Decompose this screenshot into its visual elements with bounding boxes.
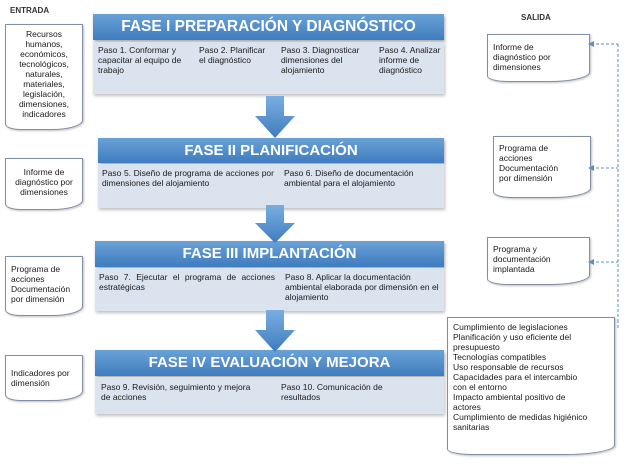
input-doc-line: humanos,	[25, 39, 63, 49]
input-doc-line: tecnológicos,	[19, 59, 69, 69]
input-doc-resources	[5, 24, 83, 130]
input-doc-line: económicos,	[20, 49, 68, 59]
input-doc-line: Informe de	[23, 167, 65, 177]
input-doc-line: dimensión	[11, 378, 50, 388]
output-doc-line: Programa de	[499, 143, 549, 153]
output-doc-line: Cumplimiento de legislaciones	[453, 322, 568, 332]
phase-3-step-7: Paso 7. Ejecutar el programa de acciones estratégicas	[99, 272, 275, 292]
input-doc-line: Recursos	[26, 29, 62, 39]
input-doc-indicators	[5, 355, 83, 401]
output-doc-line: Uso responsable de recursos	[453, 362, 564, 372]
output-doc-line: con el entorno	[453, 382, 507, 392]
phase-2-step-5: Paso 5. Diseño de programa de acciones por dimensiones del alojamiento	[102, 168, 274, 188]
input-doc-line: diagnóstico por	[15, 177, 73, 187]
output-doc-line: Programa y	[493, 244, 537, 254]
output-doc-line: Capacidades para el intercambio	[453, 372, 578, 382]
input-doc-line: dimensiones	[20, 187, 68, 197]
phase-3	[95, 241, 444, 311]
output-doc-line: presupuesto	[453, 342, 500, 352]
output-doc-line: dimensiones	[493, 62, 541, 72]
phase-2-body	[98, 164, 444, 208]
phase-1	[93, 14, 444, 94]
input-doc-line: por dimensión	[11, 294, 65, 304]
output-doc-line: por dimensión	[499, 173, 553, 183]
output-doc-line: Documentación	[499, 163, 559, 173]
input-doc-line: acciones	[11, 274, 45, 284]
output-doc-line: implantada	[493, 264, 535, 274]
phase-2-title: FASE II PLANIFICACIÓN	[98, 138, 444, 163]
input-doc-line: Programa de	[11, 264, 61, 274]
down-arrow-icon	[255, 310, 295, 352]
input-doc-line: legislación,	[22, 89, 66, 99]
input-doc-line: materiales,	[23, 79, 65, 89]
input-doc-diagnostic-report	[5, 158, 83, 210]
output-doc-line: Tecnologías compatibles	[453, 352, 547, 362]
phase-2	[98, 138, 444, 208]
phase-4	[95, 350, 444, 414]
output-doc-line: Cumplimiento de medidas higiénico	[453, 412, 588, 422]
output-doc-line: actores	[453, 402, 481, 412]
phase-4-body	[95, 377, 444, 414]
output-doc-line: Planificación y uso eficiente del	[453, 332, 572, 342]
output-header: SALIDA	[521, 13, 551, 22]
input-header: ENTRADA	[10, 6, 50, 15]
output-doc-line: sanitarias	[453, 422, 490, 432]
phase-1-body	[93, 42, 444, 94]
input-doc-line: indicadores	[22, 109, 66, 119]
output-doc-line: acciones	[499, 153, 533, 163]
input-doc-action-program	[5, 256, 83, 316]
phase-3-step-8: Paso 8. Aplicar la documentación ambiental elaborada por dimensión en el alojamiento	[285, 272, 439, 302]
phase-1-step-2: Paso 2. Planificar el diagnóstico	[199, 45, 266, 65]
output-doc-line: diagnóstico por	[493, 52, 551, 62]
phase-1-step-4: Paso 4. Analizar informe de diagnóstico	[379, 45, 441, 75]
phase-2-step-6: Paso 6. Diseño de documentación ambiental para el alojamiento	[284, 168, 414, 188]
input-doc-line: Indicadores por	[11, 368, 70, 378]
output-doc-line: Informe de	[493, 42, 534, 52]
phase-1-title: FASE I PREPARACIÓN Y DIAGNÓSTICO	[93, 14, 444, 40]
feedback-connector	[588, 40, 628, 340]
output-doc-line: Impacto ambiental positivo de	[453, 392, 566, 402]
phase-4-step-9: Paso 9. Revisión, seguimiento y mejora de acciones	[101, 382, 251, 402]
output-doc-implanted	[487, 237, 590, 285]
phase-1-step-3: Paso 3. Diagnosticar dimensiones del alojamiento	[281, 45, 360, 75]
input-doc-line: Documentación	[11, 284, 71, 294]
phase-4-step-10: Paso 10. Comunicación de resultados	[281, 382, 383, 402]
down-arrow-icon	[255, 96, 295, 138]
output-doc-diagnostic-report	[487, 34, 590, 82]
down-arrow-icon	[255, 205, 295, 243]
output-doc-line: documentación	[493, 254, 551, 264]
phase-3-title: FASE III IMPLANTACIÓN	[95, 241, 444, 267]
input-doc-line: naturales,	[25, 69, 63, 79]
phase-4-title: FASE IV EVALUACIÓN Y MEJORA	[95, 350, 444, 376]
output-doc-action-program	[493, 136, 591, 198]
phase-3-body	[95, 268, 444, 311]
input-doc-line: dimensiones,	[18, 99, 70, 109]
phase-1-step-1: Paso 1. Conformar y capacitar al equipo de trabajo	[98, 45, 182, 75]
